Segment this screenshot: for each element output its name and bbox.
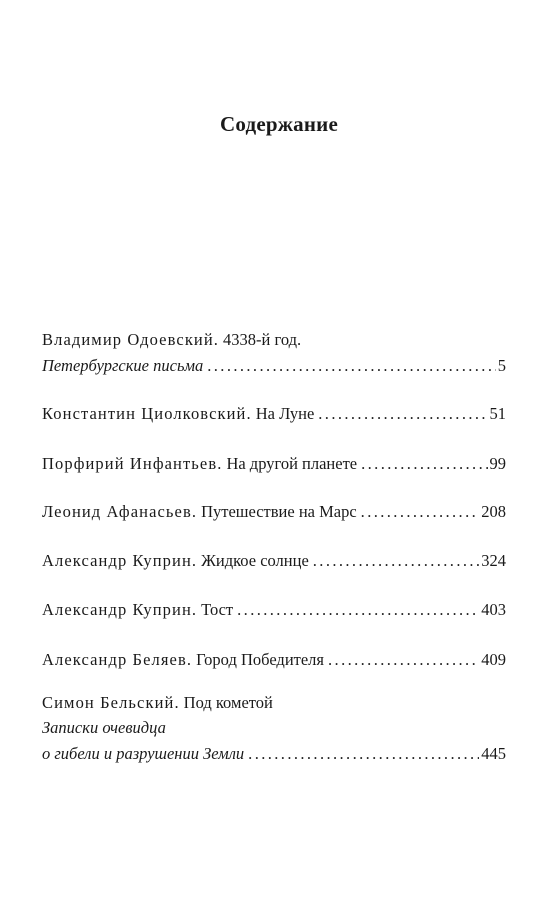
toc-entry[interactable] — [42, 551, 506, 573]
toc-subtitle-line — [42, 718, 506, 740]
toc-entry[interactable] — [42, 454, 506, 476]
toc-entry[interactable] — [42, 356, 506, 378]
toc-entry[interactable] — [42, 404, 506, 426]
toc-subtitle: о гибели и разрушении Земли — [42, 744, 245, 763]
toc-entry-title-line — [42, 330, 506, 352]
toc-page-number: 409 — [481, 650, 506, 669]
leader-dots — [237, 600, 479, 620]
leader-dots — [313, 551, 479, 571]
toc-page-number: 5 — [497, 356, 506, 375]
toc-author: Леонид Афанасьев. — [42, 502, 198, 521]
toc-work-title: 4338-й год. — [223, 330, 302, 349]
toc-page-number: 403 — [481, 600, 506, 619]
toc-author: Александр Беляев. — [42, 650, 193, 669]
toc-work-title: Город Победителя — [196, 650, 325, 669]
leader-dots — [328, 650, 479, 670]
toc-page-number: 324 — [481, 551, 506, 570]
leader-dots — [248, 744, 479, 764]
leader-dots — [361, 454, 487, 474]
toc-work-title: На Луне — [255, 404, 315, 423]
toc-author: Владимир Одоевский. — [42, 330, 220, 349]
toc-work-title: Жидкое солнце — [201, 551, 309, 570]
toc-author: Александр Куприн. — [42, 600, 198, 619]
toc-author: Симон Бельский. — [42, 693, 180, 712]
toc-author: Порфирий Инфантьев. — [42, 454, 223, 473]
toc-subtitle: Записки очевидца — [42, 718, 166, 737]
leader-dots — [207, 356, 496, 376]
toc-work-title: Путешествие на Марс — [201, 502, 357, 521]
toc-page-number: 445 — [481, 744, 506, 763]
page-title: Содержание — [220, 112, 338, 136]
toc-entry[interactable] — [42, 744, 506, 766]
leader-dots — [318, 404, 487, 424]
toc-entry-title-line — [42, 693, 506, 715]
toc-author: Константин Циолковский. — [42, 404, 252, 423]
toc-author: Александр Куприн. — [42, 551, 198, 570]
toc-work-title: Под кометой — [183, 693, 273, 712]
toc-page-number: 51 — [489, 404, 506, 423]
toc-subtitle: Петербургские письма — [42, 356, 204, 375]
toc-work-title: На другой планете — [226, 454, 358, 473]
toc-page-number: 99 — [489, 454, 506, 473]
toc-entry[interactable] — [42, 650, 506, 672]
toc-page-number: 208 — [481, 502, 506, 521]
toc-entry[interactable] — [42, 600, 506, 622]
toc-work-title: Тост — [201, 600, 234, 619]
toc-entry[interactable] — [42, 502, 506, 524]
leader-dots — [361, 502, 480, 522]
